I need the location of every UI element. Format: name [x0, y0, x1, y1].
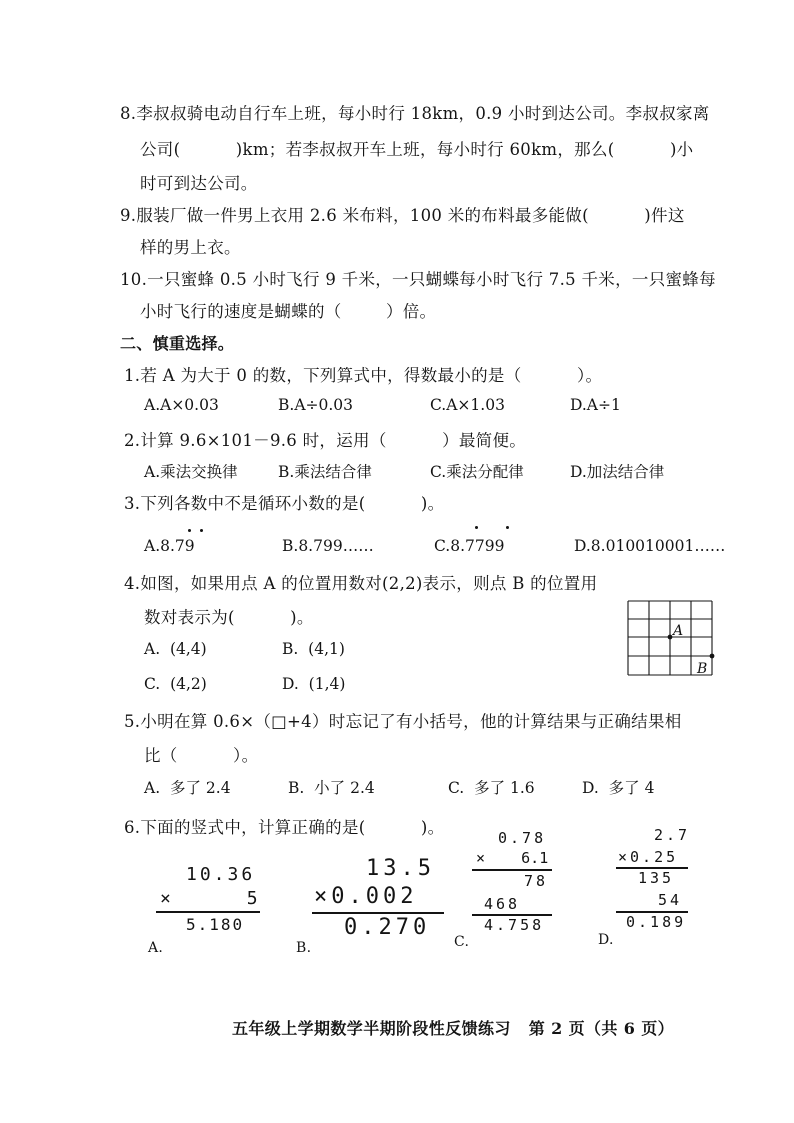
calc-b-rule: [312, 912, 444, 914]
question-8-line-3: 时可到达公司。: [140, 174, 258, 193]
question-9-line-2: 样的男上衣。: [140, 238, 241, 257]
calc-a-result: 5.180: [186, 915, 245, 934]
choice-5-option-b: B. 小了 2.4: [288, 779, 375, 797]
calc-b-result: 0.270: [344, 915, 431, 940]
choice-1-option-d: D.A÷1: [570, 396, 621, 414]
choice-4-option-c: C. (4,2): [144, 675, 207, 693]
choice-3-option-a: A.8.79: [144, 537, 195, 555]
calc-d-label: D.: [598, 932, 614, 948]
choice-2-option-c: C.乘法分配律: [430, 463, 524, 481]
calc-c-multiplier: × 6.1: [476, 849, 549, 867]
calc-c-result: 4.758: [484, 916, 545, 934]
choice-1-option-b: B.A÷0.03: [278, 396, 354, 414]
choice-3-option-d: D.8.010010001……: [574, 537, 726, 555]
choice-4-option-d: D. (1,4): [282, 675, 346, 693]
choice-3-option-b: B.8.799……: [282, 537, 374, 555]
choice-5-stem-line-2: 比（ ）。: [144, 746, 259, 765]
choice-5-option-a: A. 多了 2.4: [144, 779, 231, 797]
choice-5-option-d: D. 多了 4: [582, 779, 655, 797]
calc-a-multiplier: × 5: [160, 888, 258, 909]
repeating-dot-a2: [200, 529, 203, 532]
choice-4-stem-line-2: 数对表示为( )。: [144, 608, 314, 627]
calc-d-multiplicand: 2.7: [654, 826, 691, 844]
choice-4-option-a: A. (4,4): [144, 640, 207, 658]
calc-b-multiplicand: 13.5: [366, 856, 435, 881]
choice-5-option-c: C. 多了 1.6: [448, 779, 535, 797]
question-10-line-2: 小时飞行的速度是蝴蝶的（ ）倍。: [140, 302, 437, 321]
calc-b-multiplier: ×0.002: [314, 884, 418, 909]
question-8-line-1: 8.李叔叔骑电动自行车上班，每小时行 18km，0.9 小时到达公司。李叔叔家离: [120, 104, 710, 123]
choice-5-stem-line-1: 5.小明在算 0.6×（□+4）时忘记了有小括号，他的计算结果与正确结果相: [124, 712, 682, 731]
calc-d-multiplier: ×0.25: [618, 848, 679, 866]
calc-d-result: 0.189: [626, 913, 687, 931]
calc-c-partial-2: 468: [484, 895, 521, 913]
repeating-dot-a1: [188, 529, 191, 532]
choice-1-stem: 1.若 A 为大于 0 的数，下列算式中，得数最小的是（ ）。: [124, 366, 603, 385]
choice-2-option-b: B.乘法结合律: [278, 463, 372, 481]
calc-c-rule-1: [472, 869, 552, 871]
choice-1-option-a: A.A×0.03: [144, 396, 219, 414]
repeating-dot-c2: [506, 526, 509, 529]
choice-3-option-c: C.8.7799: [434, 537, 505, 555]
point-b: [710, 654, 715, 659]
choice-4-stem-line-1: 4.如图，如果用点 A 的位置用数对(2,2)表示，则点 B 的位置用: [124, 574, 598, 593]
choice-2-stem: 2.计算 9.6×101－9.6 时，运用（ ）最简便。: [124, 431, 527, 450]
point-a-label: A: [673, 623, 684, 639]
calc-a-label: A.: [148, 940, 164, 956]
choice-1-option-c: C.A×1.03: [430, 396, 505, 414]
calc-d-partial-1: 135: [638, 869, 675, 887]
choice-2-option-a: A.乘法交换律: [144, 463, 238, 481]
page-footer: 五年级上学期数学半期阶段性反馈练习 第 2 页（共 6 页）: [232, 1019, 675, 1038]
repeating-dot-c1: [475, 526, 478, 529]
question-8-line-2: 公司( )km；若李叔叔开车上班，每小时行 60km，那么( )小: [140, 140, 694, 159]
calc-c-partial-1: 78: [524, 872, 549, 890]
point-a: [668, 635, 673, 640]
choice-4-option-b: B. (4,1): [282, 640, 345, 658]
calc-a-multiplicand: 10.36: [186, 864, 256, 885]
calc-a-rule: [156, 911, 260, 913]
calc-c-label: C.: [454, 934, 470, 950]
choice-2-option-d: D.加法结合律: [570, 463, 665, 481]
calc-c-multiplicand: 0.78: [498, 829, 547, 847]
point-b-label: B: [697, 661, 708, 677]
question-9-line-1: 9.服装厂做一件男上衣用 2.6 米布料，100 米的布料最多能做( )件这: [120, 206, 685, 225]
calc-d-partial-2: 54: [658, 891, 683, 909]
coordinate-grid: [626, 599, 720, 681]
calc-b-label: B.: [296, 940, 312, 956]
section-2-title: 二、慎重选择。: [120, 334, 235, 353]
choice-6-stem: 6.下面的竖式中，计算正确的是( )。: [124, 818, 445, 837]
question-10-line-1: 10.一只蜜蜂 0.5 小时飞行 9 千米，一只蝴蝶每小时飞行 7.5 千米，一只蜜蜂每: [120, 270, 716, 289]
choice-3-stem: 3.下列各数中不是循环小数的是( )。: [124, 494, 445, 513]
